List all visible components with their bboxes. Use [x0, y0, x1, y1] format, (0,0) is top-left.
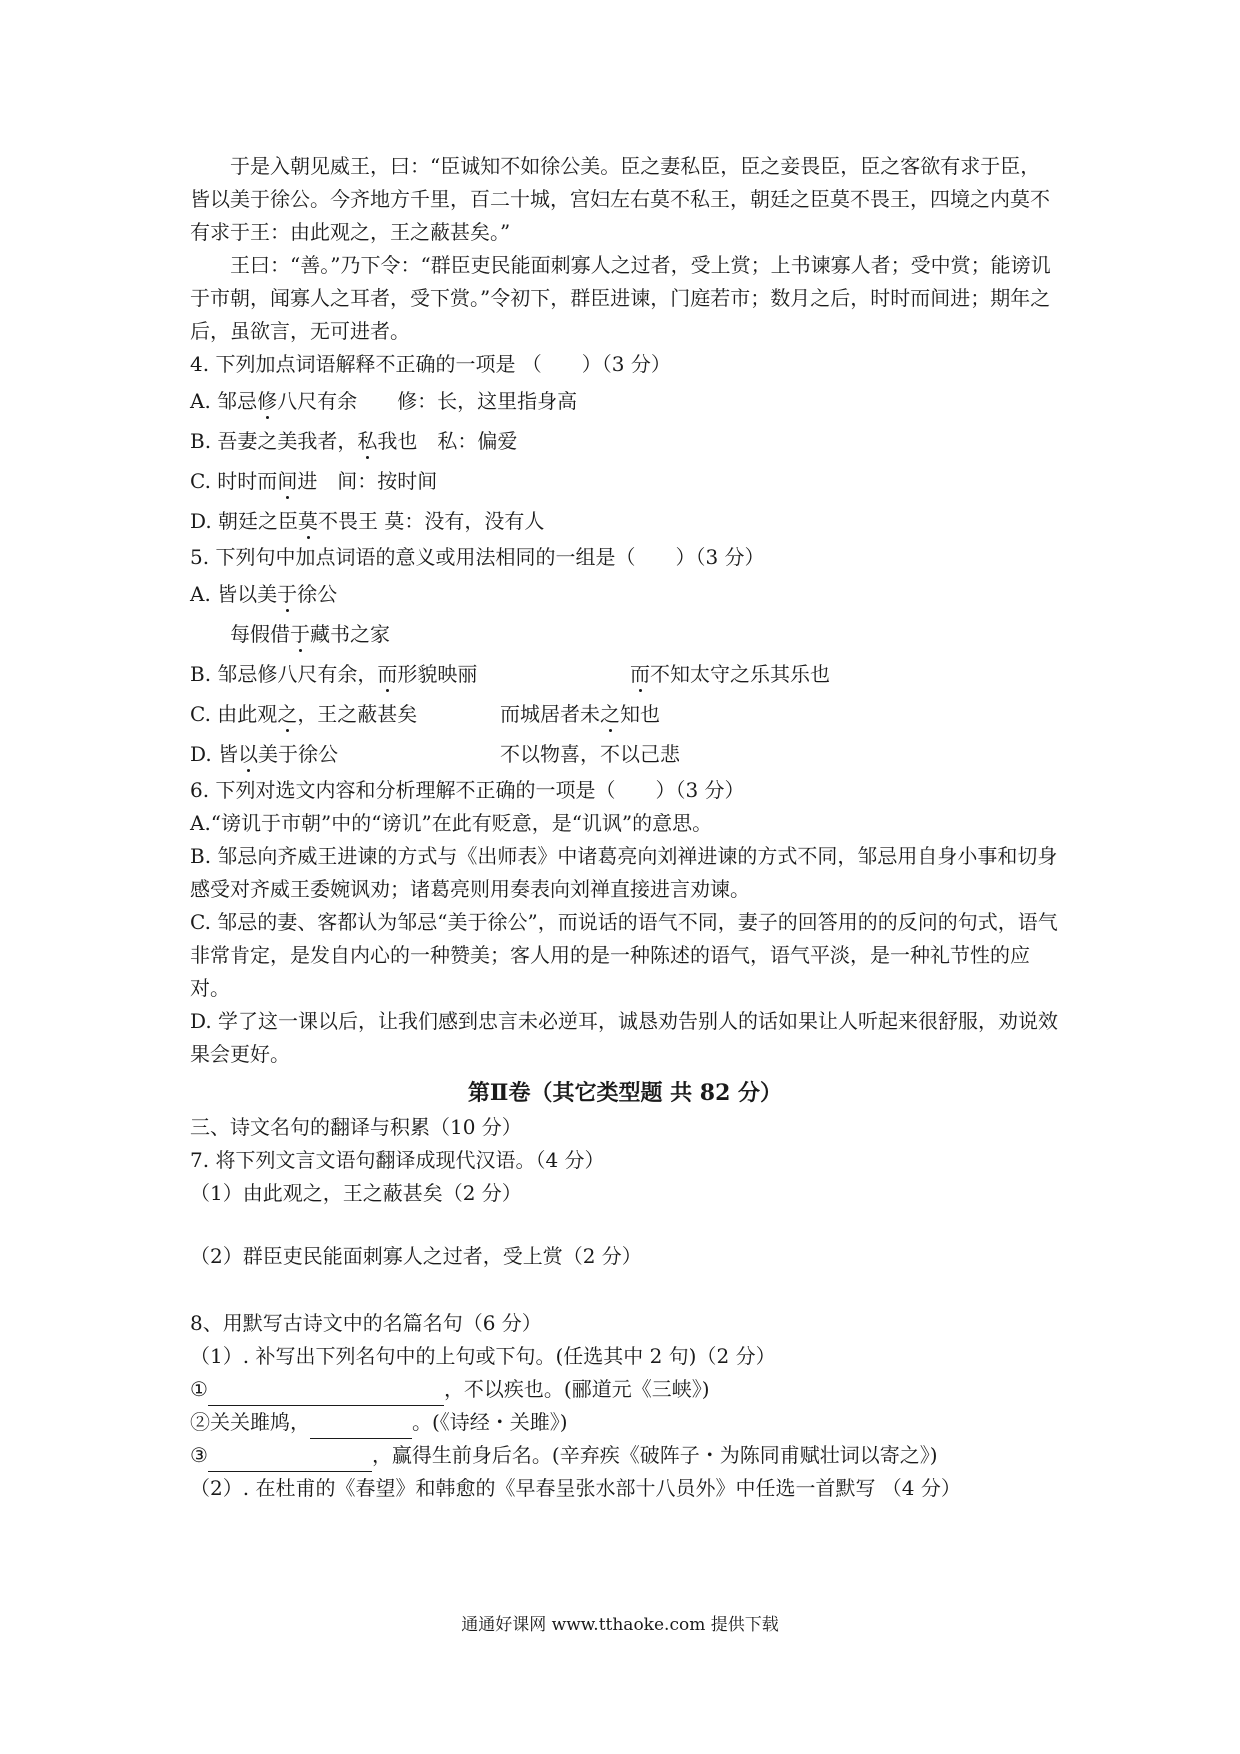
emphasis-dot-word: 之 — [277, 702, 298, 726]
question-8-stem: 8、用默写古诗文中的名篇名句（6 分） — [190, 1311, 542, 1335]
fill-blank[interactable] — [208, 1447, 372, 1472]
question-7-stem: 7. 将下列文言文语句翻译成现代汉语。（4 分） — [190, 1148, 605, 1172]
question-6-option-b: B. 邹忌向齐威王进谏的方式与《出师表》中诸葛亮向刘禅进谏的方式不同，邹忌用自身小事和切身感受对齐威王委婉讽劝；诸葛亮则用奏表向刘禅直接进言劝谏。 — [190, 844, 1058, 901]
question-8-part-2: （2）. 在杜甫的《春望》和韩愈的《早春呈张水部十八员外》中任选一首默写 （4 分） — [190, 1476, 961, 1500]
section-2-title: 第Ⅱ卷（其它类型题 共 82 分） — [467, 1080, 783, 1106]
emphasis-dot-word: 以 — [238, 742, 259, 766]
question-4-option-b: B. 吾妻之美我者，私我也 私：偏爱 — [190, 429, 518, 453]
question-5-option-a-line1: A. 皆以美于徐公 — [190, 582, 338, 606]
passage-paragraph-1: 于是入朝见威王，曰：“臣诚知不如徐公美。臣之妻私臣，臣之妾畏臣，臣之客欲有求于臣，皆以美于徐公。今齐地方千里，百二十城，宫妇左右莫不私王，朝廷之臣莫不畏王，四境之内莫不有求于王：由此观之，王之蔽甚矣。” — [190, 154, 1050, 244]
page-footer: 通通好课网 www.tthaoke.com 提供下载 — [461, 1615, 779, 1635]
question-4-option-d: D. 朝廷之臣莫不畏王 莫：没有，没有人 — [190, 509, 545, 533]
emphasis-dot-word: 之 — [600, 702, 620, 726]
question-5-stem: 5. 下列句中加点词语的意义或用法相同的一组是（ ）（3 分） — [190, 545, 765, 569]
fill-blank[interactable] — [208, 1381, 444, 1406]
question-8-part-1: （1）. 补写出下列名句中的上句或下句。(任选其中 2 句)（2 分） — [190, 1344, 776, 1368]
emphasis-dot-word: 莫 — [298, 509, 319, 533]
question-8-fill-1: ① ，不以疾也。(郦道元《三峡》) — [190, 1373, 1060, 1406]
question-5-option-c: C. 由此观之，王之蔽甚矣 而城居者未之知也 — [190, 702, 660, 726]
question-5-option-a-line2: 每假借于藏书之家 — [230, 622, 390, 646]
question-7-item-1: （1）由此观之，王之蔽甚矣（2 分） — [190, 1181, 522, 1205]
page-content — [190, 150, 1060, 1505]
emphasis-dot-word: 于 — [290, 622, 310, 646]
emphasis-dot-word: 修 — [257, 389, 278, 413]
question-7-item-2: （2）群臣吏民能面刺寡人之过者，受上赏（2 分） — [190, 1244, 642, 1268]
question-5-option-d: D. 皆以美于徐公 不以物喜，不以己悲 — [190, 742, 680, 766]
passage-paragraph-2: 王曰：“善。”乃下令：“群臣吏民能面刺寡人之过者，受上赏；上书谏寡人者；受中赏；能谤讥于市朝，闻寡人之耳者，受下赏。”令初下，群臣进谏，门庭若市；数月之后，时时而间进；期年之后，虽欲言，无可进者。 — [190, 253, 1051, 343]
question-6-stem: 6. 下列对选文内容和分析理解不正确的一项是（ ）（3 分） — [190, 778, 745, 802]
part-3-heading: 三、诗文名句的翻译与积累（10 分） — [190, 1115, 522, 1139]
emphasis-dot-word: 而 — [377, 662, 398, 686]
question-6-option-d: D. 学了这一课以后，让我们感到忠言未必逆耳，诚恳劝告别人的话如果让人听起来很舒服，劝说效果会更好。 — [190, 1009, 1059, 1066]
emphasis-dot-word: 间 — [277, 469, 298, 493]
question-6-option-a: A.“谤讥于市朝”中的“谤讥”在此有贬意，是“讥讽”的意思。 — [190, 811, 713, 835]
question-8-fill-3: ③ ，赢得生前身后名。(辛弃疾《破阵子・为陈同甫赋壮词以寄之》) — [190, 1439, 1060, 1472]
question-4-stem: 4. 下列加点词语解释不正确的一项是 （ ）（3 分） — [190, 352, 671, 376]
question-6-option-c: C. 邹忌的妻、客都认为邹忌“美于徐公”，而说话的语气不同，妻子的回答用的的反问的句式，语气非常肯定，是发自内心的一种赞美；客人用的是一种陈述的语气，语气平淡，是一种礼节性的应对。 — [190, 910, 1058, 1000]
answer-space — [190, 1273, 1060, 1307]
question-4-option-a: A. 邹忌修八尺有余 修：长，这里指身高 — [190, 389, 578, 413]
question-5-option-b: B. 邹忌修八尺有余，而形貌映丽 而不知太守之乐其乐也 — [190, 662, 830, 686]
fill-blank[interactable] — [310, 1414, 412, 1439]
emphasis-dot-word: 而 — [630, 662, 650, 686]
question-8-fill-2: ②关关雎鸠， 。(《诗经・关雎》) — [190, 1406, 1060, 1439]
answer-space — [190, 1210, 1060, 1240]
emphasis-dot-word: 私 — [357, 429, 378, 453]
question-4-option-c: C. 时时而间进 间：按时间 — [190, 469, 438, 493]
emphasis-dot-word: 于 — [277, 582, 298, 606]
